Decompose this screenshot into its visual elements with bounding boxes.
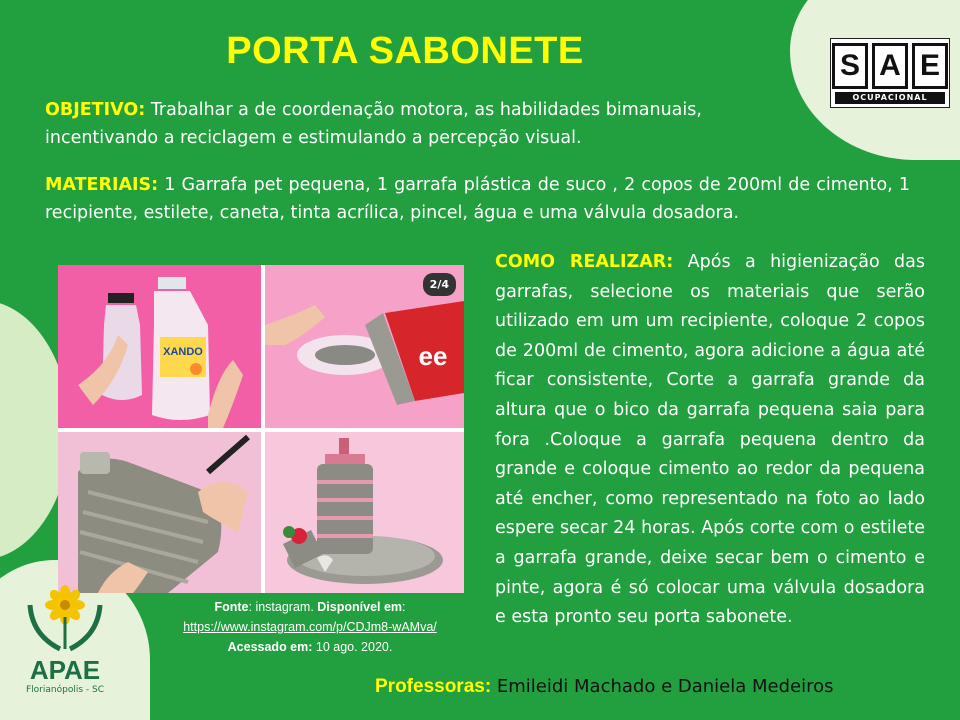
accessed-date: 10 ago. 2020.	[312, 640, 393, 654]
sae-letter-e: E	[912, 43, 948, 89]
source-citation	[175, 597, 445, 657]
apae-logo-name: APAE	[29, 655, 101, 685]
sae-letter-s: S	[832, 43, 868, 89]
objective-label: OBJETIVO:	[45, 100, 146, 120]
photo-bottles	[58, 265, 261, 428]
apae-logo	[10, 575, 120, 715]
sae-logo-letters	[831, 43, 949, 89]
teachers-credit	[375, 676, 834, 698]
bottles-illustration	[58, 265, 261, 428]
objective-text: Trabalhar a de coordenação motora, as habilidades bimanuais, incentivando a reciclagem e estimulando a percepção visual.	[45, 100, 702, 148]
photo-collage	[58, 265, 464, 593]
teachers-label: Professoras:	[375, 676, 492, 697]
materials-paragraph	[45, 171, 910, 227]
source-text: : instagram.	[248, 600, 318, 614]
bottle-label: XANDO	[163, 346, 203, 358]
apae-logo-city: Florianópolis - SC	[26, 685, 104, 695]
cup-print: ee	[418, 341, 448, 371]
instructions-text: Após a higienização das garrafas, selecione os materiais que serão utilizado em um um recipiente, coloque 2 copos de 200ml de cimento, agora adicione a água até ficar consistente, Corte a garrafa grande da altura que o bico da garrafa pequena saia para fora .Coloque a garrafa pequena dentro da grande e coloque cimento ao redor da pequena até encher, como representado na foto ao lado espere secar 24 horas. Após corte com o estilete a garrafa grande, deixe secar bem o cimento e pinte, agora é só colocar uma válvula dosadora e esta pronto seu porta sabonete.	[495, 252, 926, 628]
apae-flower-hands-icon	[10, 575, 120, 655]
photo-finished-soap-dispenser	[265, 432, 464, 593]
slide-counter-badge: 2/4	[423, 273, 456, 296]
available-label: Disponível em	[317, 600, 403, 614]
available-colon: :	[402, 600, 406, 614]
materials-label: MATERIAIS:	[45, 175, 159, 195]
instructions-label: COMO REALIZAR:	[495, 252, 674, 272]
soap-dispenser-illustration	[265, 432, 464, 593]
objective-paragraph	[45, 96, 805, 152]
materials-text: 1 Garrafa pet pequena, 1 garrafa plástica de suco , 2 copos de 200ml de cimento, 1 recipiente, estilete, caneta, tinta acrílica, pincel, água e uma válvula dosadora.	[45, 175, 910, 223]
teachers-names: Emileidi Machado e Daniela Medeiros	[491, 676, 834, 697]
sae-logo-subtitle: OCUPACIONAL	[835, 92, 945, 104]
photo-cement-cup	[265, 265, 464, 428]
page-title: PORTA SABONETE	[226, 30, 584, 72]
source-link[interactable]: https://www.instagram.com/p/CDJm8-wAMva/	[183, 620, 437, 634]
bottle-cement-illustration	[58, 432, 261, 593]
source-label: Fonte	[214, 600, 249, 614]
instructions-paragraph	[495, 248, 925, 633]
photo-bottle-cement	[58, 432, 261, 593]
accessed-label: Acessado em:	[227, 640, 313, 654]
sae-letter-a: A	[872, 43, 908, 89]
sae-logo	[830, 38, 950, 108]
